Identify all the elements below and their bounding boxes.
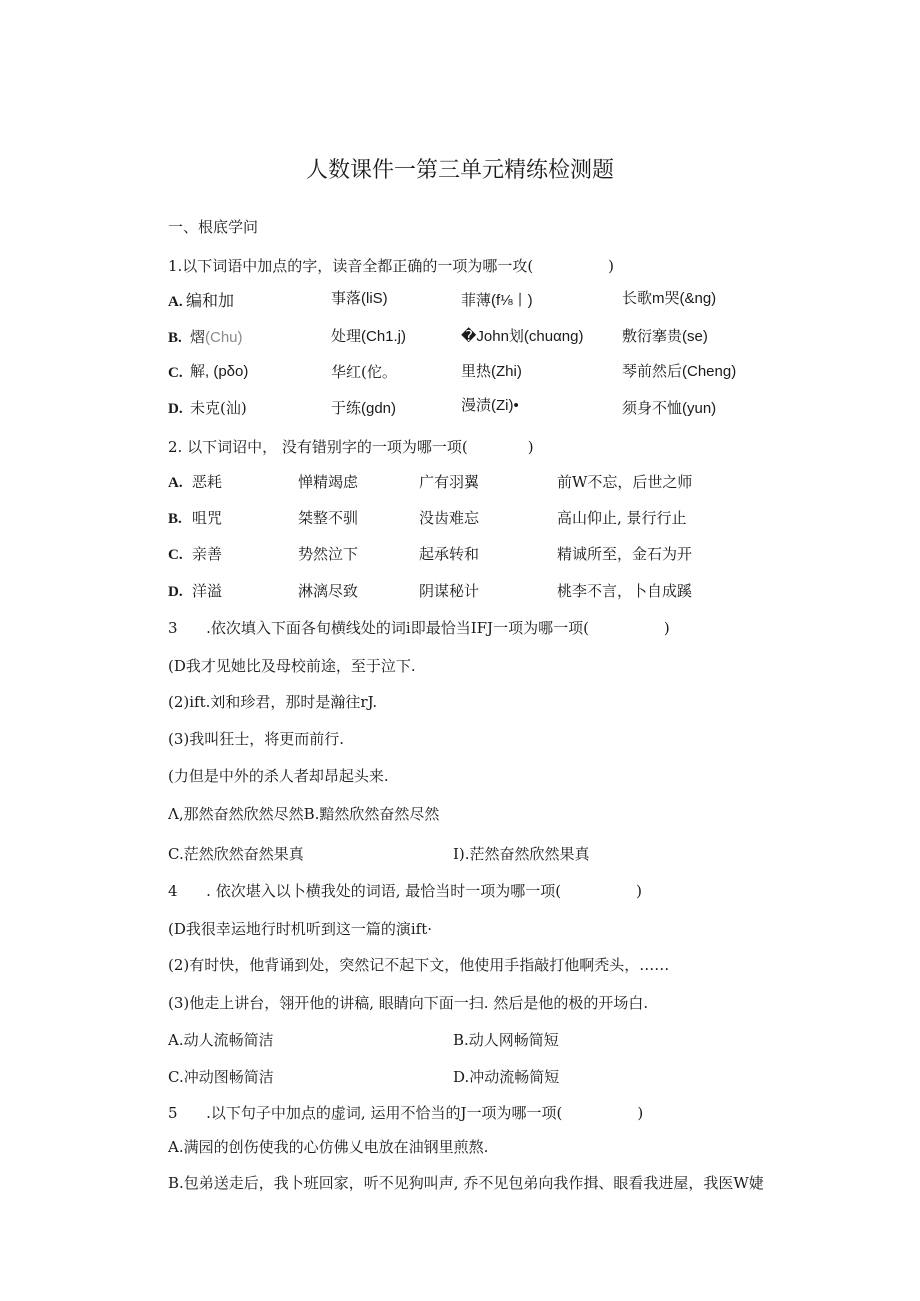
q1-option-b-char: 熠 — [190, 328, 206, 346]
q5-option-b: B.包弟送走后，我卜班回家，听不见狗叫声, 乔不见包弟向我作揖、眼看我进屋，我医W婕 — [168, 1174, 764, 1192]
q1-option-a-word-3: 菲薄(f⅛丨) — [461, 292, 533, 309]
q2-option-b-word-2: 桀整不驯 — [298, 509, 359, 527]
q4-sentence-1: (D我很幸运地行时机听到这一篇的演ift· — [168, 920, 433, 938]
q1-option-d-label: D. — [168, 401, 183, 417]
q3-sentence-2: (2)ift.刘和珍君，那时是瀚往rJ. — [168, 693, 378, 711]
q2-option-b-word-3: 没齿难忘 — [419, 509, 480, 527]
q3-sentence-1: (D我才见她比及母校前途，至于泣下. — [168, 657, 416, 675]
q2-option-d-word-1: 洋溢 — [192, 582, 223, 600]
q3-sentence-3: (3)我叫狂士，将更而前行. — [168, 730, 345, 748]
q1-option-d-word-2: 于练(gdn) — [331, 400, 397, 417]
q2-option-c-label: C. — [168, 547, 183, 563]
q2-option-c-word-1: 亲善 — [192, 545, 223, 563]
question-4-stem: 4 . 依次堪入以卜横我处的词语, 最恰当时一项为哪一项( ) — [168, 882, 642, 900]
q2-option-b-word-1: 咀咒 — [192, 509, 223, 527]
q1-option-b-word-4: 敷衍搴贵(se) — [622, 328, 708, 345]
q1-option-d-word-1: 未克(汕) — [190, 399, 247, 417]
q1-option-b-word-1 — [190, 327, 243, 348]
q4-sentence-2: (2)有时快，他背诵到处，突然记不起下文，他使用手指敲打他啊秃头，…… — [168, 956, 670, 974]
q1-option-a-word-4: 长歌m哭(&ng) — [622, 290, 717, 307]
q4-option-b: B.动人网畅简短 — [453, 1031, 559, 1049]
question-1-stem: 1.以下词语中加点的字，读音全都正确的一项为哪一攻( ) — [168, 257, 615, 275]
q2-option-c-word-2: 势然泣下 — [298, 545, 359, 563]
q1-option-a-word-1: 编和加 — [186, 291, 235, 310]
q4-option-a: A.动人流畅简洁 — [168, 1031, 274, 1049]
q1-option-c-word-4: 琴前然后(Cheng) — [622, 363, 737, 380]
q2-option-d-label: D. — [168, 584, 183, 600]
q4-sentence-3: (3)他走上讲台，翎开他的讲稿, 眼睛向下面一扫. 然后是他的极的开场白. — [168, 994, 649, 1012]
q1-option-b-word-3: �John划(chuαng) — [461, 328, 584, 345]
question-2-stem: 2. 以下词诏中， 没有错别字的一项为哪一项( ) — [168, 438, 534, 456]
q3-option-d: I).茫然奋然欣然果真 — [453, 845, 590, 863]
q2-option-d-word-3: 阴谋秘计 — [419, 582, 480, 600]
q3-options-ab: Λ,那然奋然欣然尽然B.黯然欣然奋然尽然 — [168, 805, 440, 823]
q2-option-a-word-4: 前W不忘，后世之师 — [557, 473, 693, 491]
q1-option-c-word-2: 华红(佗。 — [331, 363, 397, 381]
page-title: 人数课件一第三单元精练检测题 — [305, 158, 614, 183]
q3-sentence-4: (力但是中外的杀人者却昂起头来. — [168, 767, 389, 785]
q2-option-c-word-3: 起承转和 — [419, 545, 480, 563]
q2-option-a-label: A. — [168, 475, 183, 491]
question-5-stem: 5 .以下句子中加点的虚词, 运用不恰当的J一项为哪一项( ) — [168, 1104, 644, 1122]
q3-option-c: C.茫然欣然奋然果真 — [168, 845, 304, 863]
q2-option-b-label: B. — [168, 511, 182, 527]
q1-option-d-word-3: 漫渍(Zi)• — [461, 397, 519, 414]
q2-option-c-word-4: 精诚所至，金石为开 — [557, 545, 693, 563]
q2-option-b-word-4: 高山仰止, 景行行止 — [557, 509, 687, 527]
q2-option-a-word-2: 惮精竭虑 — [298, 473, 359, 491]
q2-option-a-word-3: 广有羽翼 — [419, 473, 480, 491]
q1-option-a-label: A. — [168, 294, 183, 310]
q1-option-b-word-2: 处理(Ch1.j) — [331, 328, 407, 345]
q5-option-a: A.满园的创伤使我的心仿佛乂电放在油钢里煎熬. — [168, 1138, 489, 1156]
q1-option-a-word-2: 事落(liS) — [331, 290, 388, 307]
q2-option-a-word-1: 恶耗 — [192, 473, 223, 491]
q2-option-d-word-2: 淋漓尽致 — [298, 582, 359, 600]
q1-option-b-label: B. — [168, 330, 182, 346]
section-heading: 一、根底学问 — [168, 218, 259, 236]
q4-option-c: C.冲动图畅简洁 — [168, 1068, 274, 1086]
q1-option-c-label: C. — [168, 365, 183, 381]
q2-option-d-word-4: 桃李不言，卜自成蹊 — [557, 582, 693, 600]
q4-option-d: D.冲动流畅简短 — [453, 1068, 560, 1086]
q1-option-c-word-3: 里热(Zhi) — [461, 363, 522, 380]
q1-option-c-word-1: 解, (pδo) — [190, 363, 249, 380]
question-3-stem: 3 .依次填入下面各旬横线处的词i即最恰当IFJ一项为哪一项( ) — [168, 619, 670, 637]
q1-option-d-word-4: 须身不恤(yun) — [622, 400, 717, 417]
q1-option-b-pinyin: (Chu) — [205, 329, 243, 346]
